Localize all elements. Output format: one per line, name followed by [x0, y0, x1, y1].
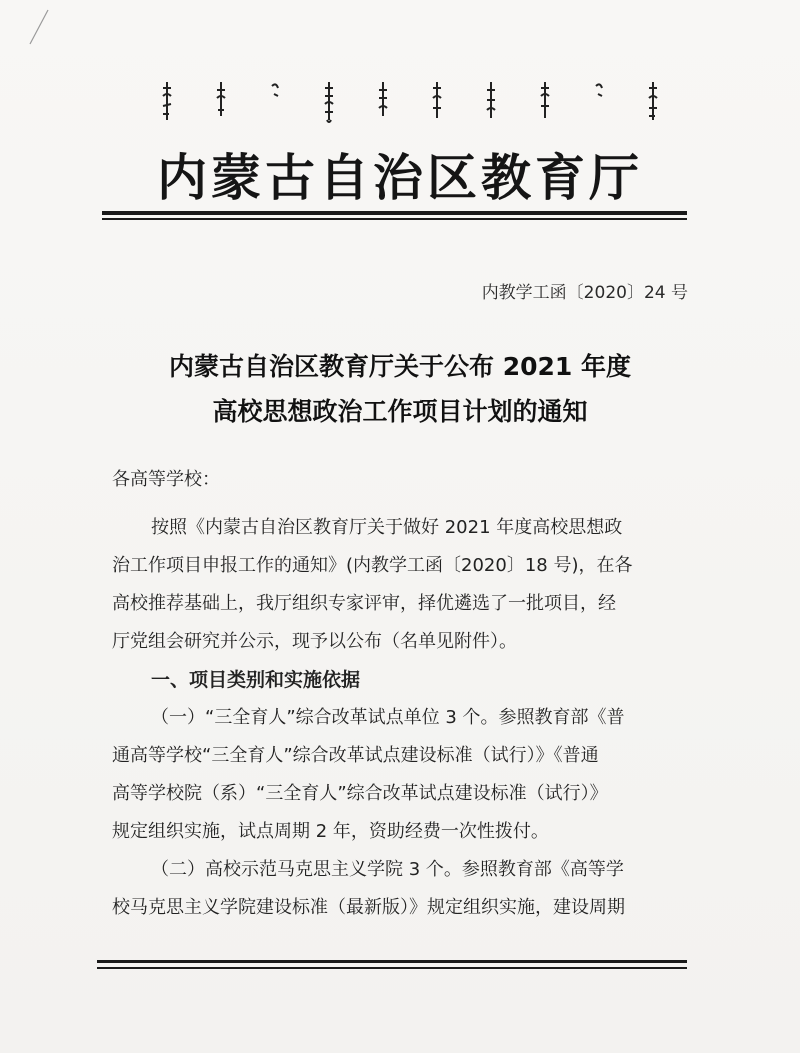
body-line: 按照《内蒙古自治区教育厅关于做好 2021 年度高校思想政 — [151, 517, 623, 538]
pen-mark — [26, 8, 50, 48]
salutation: 各高等学校： — [112, 469, 220, 490]
mongolian-script-header — [150, 80, 670, 140]
header-rule-thick — [102, 211, 687, 215]
mongolian-word-7 — [484, 80, 498, 124]
mongolian-word-9 — [592, 80, 606, 124]
body-line: 规定组织实施，试点周期 2 年，资助经费一次性拨付。 — [112, 821, 549, 842]
section-heading: 一、项目类别和实施依据 — [151, 669, 361, 691]
body-line: （二）高校示范马克思主义学院 3 个。参照教育部《高等学 — [151, 859, 624, 880]
footer-rule-thick — [97, 960, 687, 963]
mongolian-word-3 — [268, 80, 282, 124]
mongolian-word-1 — [160, 80, 174, 124]
body-line: 校马克思主义学院建设标准（最新版）》规定组织实施，建设周期 — [112, 897, 625, 918]
body-line: 通高等学校“三全育人”综合改革试点建设标准（试行）》《普通 — [112, 745, 599, 766]
header-rule-thin — [102, 218, 687, 220]
document-number: 内教学工函〔2020〕24 号 — [481, 283, 688, 303]
body-line: 高校推荐基础上，我厅组织专家评审，择优遴选了一批项目，经 — [112, 593, 616, 614]
mongolian-word-6 — [430, 80, 444, 124]
body-line: （一）“三全育人”综合改革试点单位 3 个。参照教育部《普 — [151, 707, 625, 728]
mongolian-word-8 — [538, 80, 552, 124]
notice-title-line-2: 高校思想政治工作项目计划的通知 — [212, 397, 588, 426]
mongolian-word-4 — [322, 80, 336, 124]
mongolian-word-10 — [646, 80, 660, 124]
department-name: 内蒙古自治区教育厅 — [157, 148, 643, 207]
footer-rule-thin — [97, 967, 687, 969]
notice-title-line-1: 内蒙古自治区教育厅关于公布 2021 年度 — [169, 352, 631, 381]
mongolian-word-5 — [376, 80, 390, 124]
mongolian-word-2 — [214, 80, 228, 124]
body-line: 高等学校院（系）“三全育人”综合改革试点建设标准（试行）》 — [112, 783, 608, 804]
body-line: 治工作项目申报工作的通知》(内教学工函〔2020〕18 号)，在各 — [112, 555, 633, 576]
body-line: 厅党组会研究并公示，现予以公布（名单见附件）。 — [112, 631, 517, 652]
